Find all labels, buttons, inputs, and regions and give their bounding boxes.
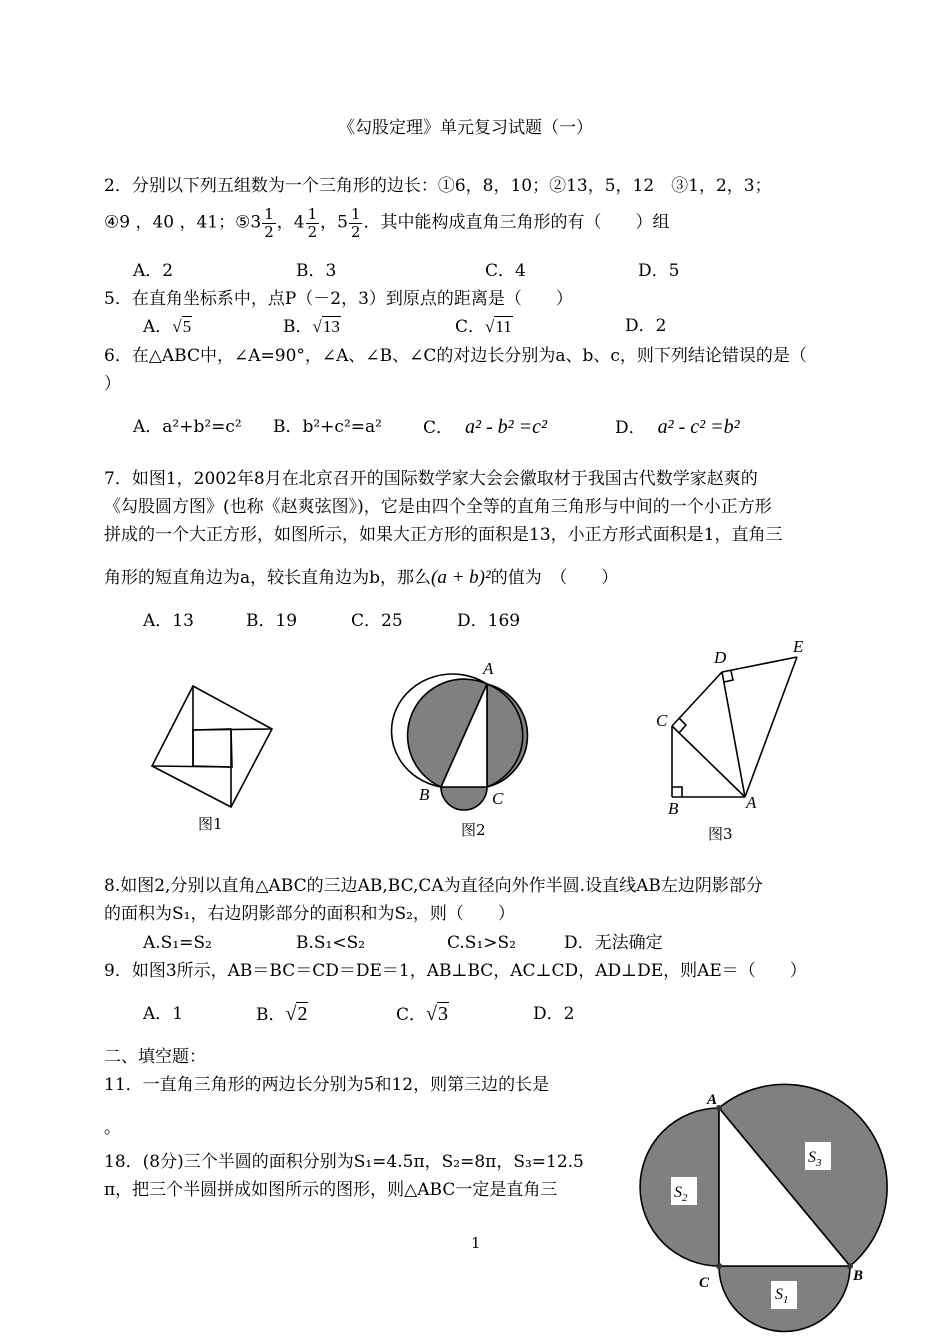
fig2-label-c: C [492,789,504,808]
q9-option-d: D．2 [533,1004,575,1024]
q5-option-d: D．2 [625,316,667,336]
q8-line1: 8.如图2,分别以直角△ABC的三边AB,BC,CA为直径向外作半圆.设直线AB左边阴影部分 [104,876,763,896]
q7-line3: 拼成的一个大正方形，如图所示，如果大正方形的面积是13，小正方形式面积是1，直角三 [104,525,783,545]
q9-option-b: B．√2 [256,1003,308,1025]
q8-option-d: D．无法确定 [564,933,663,953]
q6-option-b: B．b²+c²=a² [273,417,382,437]
fig4-label-s3: $S_3$ [808,1149,822,1169]
fig3-label-b: B [668,799,679,818]
fig3-label-d: D [714,648,727,667]
q6-stem-end: ） [104,374,121,394]
fig4-label-b: B [853,1268,864,1284]
q6-option-d: D． a² - c² =b² [615,416,740,438]
fig2-caption: 图2 [461,821,486,839]
fraction-half: $\frac{1}{2}$ [264,205,274,241]
q5-option-c: C．√11 [455,317,512,337]
fig2-label-b: B [419,785,430,804]
q2-option-c: C．4 [485,261,526,281]
q7-line4: 角形的短直角边为a，较长直角边为b，那么(a + b)²的值为 （ ） [104,567,619,588]
q9-stem: 9．如图3所示，AB＝BC＝CD＝DE＝1，AB⊥BC，AC⊥CD，AD⊥DE，则AE＝（ ） [104,961,807,981]
section-heading-fill-in: 二、填空题： [104,1047,206,1067]
fig3-label-c: C [656,711,668,730]
q6-stem: 6．在△ABC中，∠A=90°，∠A、∠B、∠C的对边长分别为a、b、c，则下列结论错误的是（ [104,346,807,366]
q2-option-d: D．5 [638,261,680,281]
q7-line2: 《勾股圆方图》(也称《赵爽弦图》)，它是由四个全等的直角三角形与中间的一个小正方形 [104,497,772,517]
page-title: 《勾股定理》单元复习试题（一） [338,118,593,138]
q5-stem: 5．在直角坐标系中，点P（－2，3）到原点的距离是（ ） [104,289,573,309]
fig3-caption: 图3 [708,825,733,843]
fig3-label-e: E [793,637,804,656]
q8-option-b: B.S₁<S₂ [296,933,366,953]
sqrt-3: √3 [426,1003,448,1025]
q2-sep1: ，4 [276,212,305,233]
q7-option-d: D．169 [457,611,521,631]
q8-line2: 的面积为S₁，右边阴影部分的面积和为S₂，则（ ） [104,904,515,924]
sqrt-2: √2 [285,1003,308,1025]
fraction-half: $\frac{1}{2}$ [350,205,361,241]
q8-option-a: A.S₁=S₂ [143,933,212,953]
q7-option-c: C．25 [351,611,403,631]
fig3-label-a: A [746,793,757,812]
q6-option-a: A．a²+b²=c² [133,417,242,437]
q5-option-a: A．√5 [143,317,192,337]
q2-option-b: B．3 [296,261,337,281]
fig4-label-s1: $S_1$ [775,1286,789,1306]
expr-a-plus-b-squared: (a + b)² [431,567,491,588]
q2-sep2: ，5 [320,212,348,233]
q2-option-a: A．2 [133,261,174,281]
q8-option-c: C.S₁>S₂ [447,933,516,953]
q9-option-c: C．√3 [396,1003,448,1025]
q7-option-b: B．19 [246,611,298,631]
fig4-point-c [716,1263,722,1269]
fraction-half: $\frac{1}{2}$ [307,205,318,241]
fig4-label-c: C [699,1275,710,1291]
fig1-caption: 图1 [198,815,223,833]
q5-option-b: B．√13 [283,317,340,337]
sqrt-13: √13 [312,317,340,336]
fig4-label-s2: $S_2$ [674,1184,688,1204]
sqrt-5: √5 [172,317,192,336]
q7-line1: 7．如图1，2002年8月在北京召开的国际数学家大会会徽取材于我国古代数学家赵爽的 [104,469,758,489]
page-number: 1 [471,1234,481,1252]
q18-line2: π，把三个半圆拼成如图所示的图形，则△ABC一定是直角三 [104,1180,558,1200]
q18-line1: 18．(8分)三个半圆的面积分别为S₁=4.5π，S₂=8π，S₃=12.5 [104,1152,584,1172]
q2-line2-suffix: ．其中能构成直角三角形的有（ ）组 [363,212,670,233]
q11-line1: 11．一直角三角形的两边长分别为5和12，则第三边的长是 [104,1075,550,1095]
q2-line1: 2．分别以下列五组数为一个三角形的边长：①6，8，10；②13，5，12 ③1，2，3； [104,176,772,196]
q6-option-c: C． a² - b² =c² [423,416,548,438]
q7-option-a: A．13 [143,611,194,631]
q11-line2: 。 [104,1118,121,1138]
fig2-label-a: A [483,659,494,678]
sqrt-11: √11 [485,317,512,336]
q9-option-a: A．1 [143,1004,184,1024]
q2-line2-prefix: ④9 ，40 ，41；⑤3 [104,212,262,233]
fig4-label-a: A [707,1092,718,1108]
